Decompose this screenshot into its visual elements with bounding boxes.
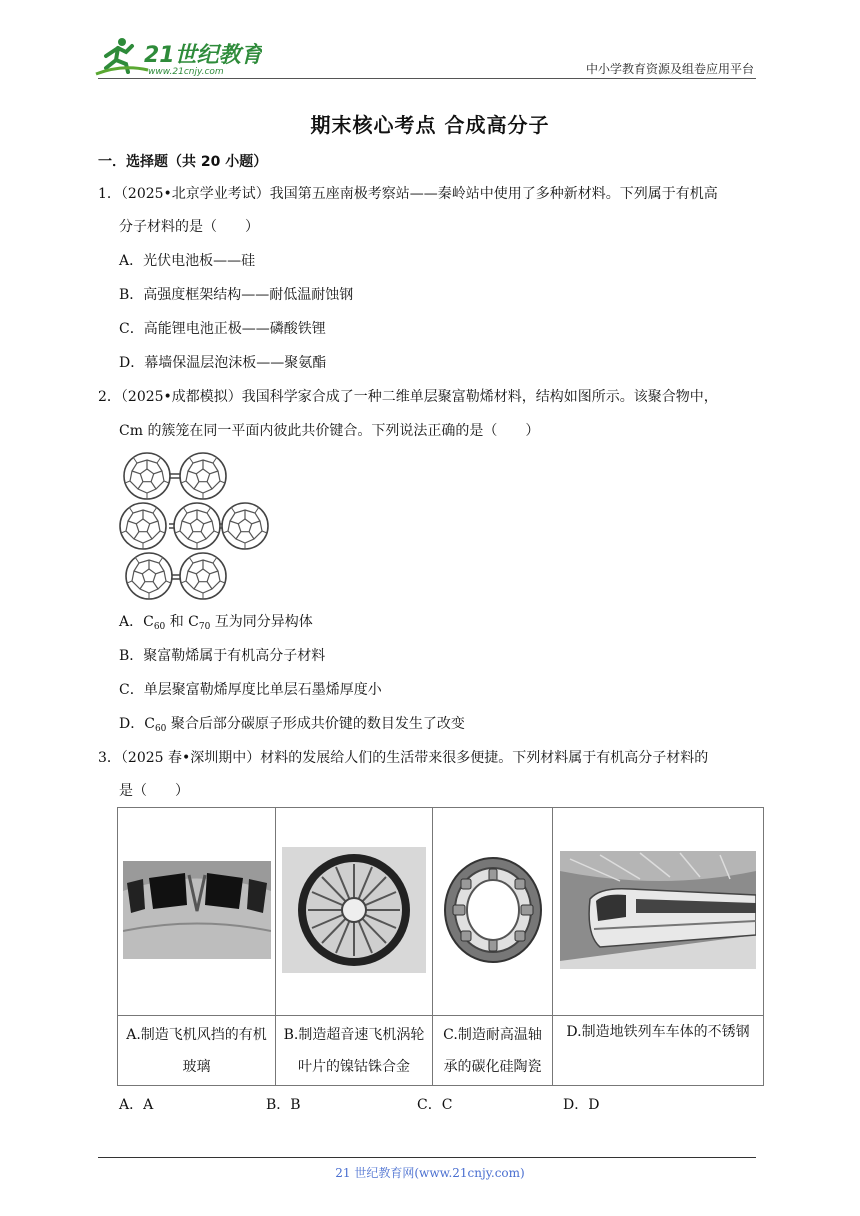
jet-engine-turbine-image xyxy=(282,847,426,973)
caption-d: D.制造地铁列车车体的不锈钢 xyxy=(553,1016,764,1086)
header-divider xyxy=(98,78,756,79)
question-1-option-a[interactable]: A．光伏电池板——硅 xyxy=(119,253,256,269)
question-1-option-c[interactable]: C．高能锂电池正极——磷酸铁锂 xyxy=(119,321,326,337)
caption-c: C.制造耐高温轴 承的碳化硅陶瓷 xyxy=(433,1016,553,1086)
question-2-option-d[interactable]: D．$C_{60}$ 聚合后部分碳原子形成共价键的数目发生了改变 xyxy=(119,716,465,734)
section-heading: 一．选择题（共 20 小题） xyxy=(98,154,268,170)
site-logo xyxy=(92,34,262,78)
caption-a: A.制造飞机风挡的有机 玻璃 xyxy=(118,1016,276,1086)
question-1-line-1: 1．（2025•北京学业考试）我国第五座南极考察站——秦岭站中使用了多种新材料。下列属于有机高 xyxy=(98,186,718,202)
image-cell-bearing xyxy=(433,808,553,1016)
fullerene-structure-diagram xyxy=(117,448,269,602)
header-platform-text: 中小学教育资源及组卷应用平台 xyxy=(585,62,754,76)
logo-url: www.21cnjy.com xyxy=(148,67,224,77)
question-2-line-2: Cm 的簇笼在同一平面内彼此共价键合。下列说法正确的是（ ） xyxy=(119,423,540,439)
question-3-option-a[interactable]: A．A xyxy=(119,1097,154,1113)
question-1-option-d[interactable]: D．幕墙保温层泡沫板——聚氨酯 xyxy=(119,355,327,371)
caption-b: B.制造超音速飞机涡轮 叶片的镍钴铢合金 xyxy=(276,1016,433,1086)
subway-train-image xyxy=(560,851,756,969)
question-1-line-2: 分子材料的是（ ） xyxy=(119,219,259,235)
question-2-option-a[interactable]: A．$C_{60}$ 和 $C_{70}$ 互为同分异构体 xyxy=(119,614,313,632)
runner-logo-icon xyxy=(96,38,148,74)
question-2-option-b[interactable]: B．聚富勒烯属于有机高分子材料 xyxy=(119,648,326,664)
materials-image-table xyxy=(117,807,764,1086)
image-cell-aircraft-windshield xyxy=(118,808,276,1016)
question-1-option-b[interactable]: B．高强度框架结构——耐低温耐蚀钢 xyxy=(119,287,354,303)
aircraft-windshield-image xyxy=(123,861,271,959)
question-3-option-c[interactable]: C．C xyxy=(417,1097,453,1113)
page-title: 期末核心考点 合成高分子 xyxy=(310,113,550,137)
ceramic-bearing-image xyxy=(439,855,547,965)
logo-text: 21世纪教育 xyxy=(144,43,262,68)
question-3-option-d[interactable]: D．D xyxy=(563,1097,600,1113)
image-cell-subway-train xyxy=(553,808,764,1016)
image-cell-jet-engine xyxy=(276,808,433,1016)
question-3-line-1: 3．（2025 春•深圳期中）材料的发展给人们的生活带来很多便捷。下列材料属于有机高分子材料的 xyxy=(98,750,709,766)
question-3-line-2: 是（ ） xyxy=(119,783,189,799)
footer-divider xyxy=(98,1157,756,1158)
footer-link[interactable]: 21 世纪教育网(www.21cnjy.com) xyxy=(335,1166,525,1180)
question-2-line-1: 2．（2025•成都模拟）我国科学家合成了一种二维单层聚富勒烯材料，结构如图所示。该聚合物中， xyxy=(98,389,718,405)
question-2-option-c[interactable]: C．单层聚富勒烯厚度比单层石墨烯厚度小 xyxy=(119,682,382,698)
question-3-option-b[interactable]: B．B xyxy=(266,1097,301,1113)
